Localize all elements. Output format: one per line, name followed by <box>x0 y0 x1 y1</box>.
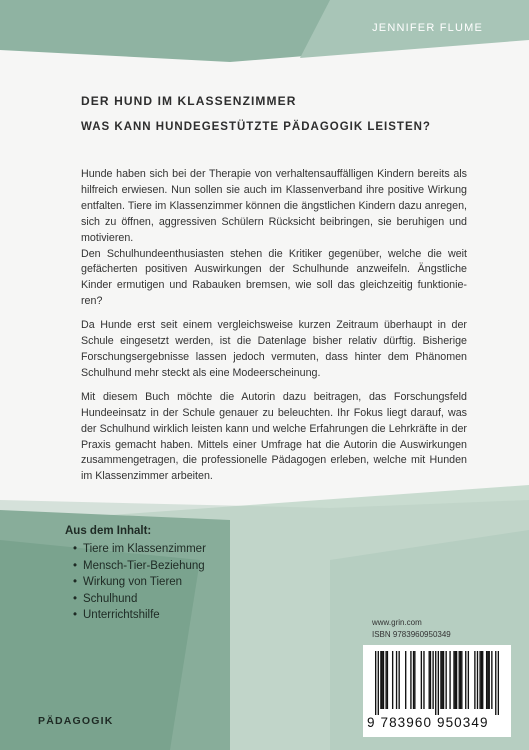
barcode-bar <box>382 651 383 709</box>
barcode-bar <box>410 651 411 709</box>
table-of-contents <box>65 525 206 624</box>
barcode-bar <box>449 651 450 709</box>
barcode-bar <box>435 651 436 715</box>
contents-item-label: Tiere im Klassenzimmer <box>83 543 206 555</box>
barcode-bar <box>438 651 439 715</box>
contents-item-label: Mensch-Tier-Beziehung <box>83 559 205 572</box>
barcode-bar <box>456 651 457 709</box>
barcode-bar <box>405 651 406 709</box>
barcode <box>363 645 511 737</box>
barcode-bar <box>414 651 415 709</box>
barcode-bar <box>375 651 376 715</box>
contents-heading: Aus dem Inhalt: <box>65 525 152 537</box>
barcode-bar <box>398 651 399 709</box>
barcode-bar <box>442 651 443 709</box>
barcode-bar <box>481 651 482 709</box>
contents-item-label: Wirkung von Tieren <box>83 576 183 589</box>
barcode-bar <box>455 651 456 709</box>
barcode-bar <box>383 651 384 709</box>
blurb-sentence-1: Hunde haben sich bei der Therapie von verhaltensauffälligen Kindern bereits als hilfreich erwiesen. Nun sollen sie auch im Klassenverband ihre positive Wirkung entfalten. Tiere im Klassenzimmer können die ängstlichen Kindern dazu anregen, sich zu öffnen, aggressiven Schülern Rücksicht beibringen, sie beruhigen und motivieren. <box>81 168 467 244</box>
barcode-bar <box>489 651 490 709</box>
contents-list <box>65 541 206 624</box>
barcode-bar <box>487 651 488 709</box>
barcode-bar <box>482 651 483 709</box>
barcode-bar <box>385 651 386 709</box>
blurb-text <box>81 167 467 493</box>
blurb-sentence-2: Den Schulhundeenthusiasten stehen die Kritiker gegenüber, welche die weit gefächerten positiven Auswirkungen der Schulhunde anzweifeln. Ängstliche Kinder ermutigen und Rabauken bremsen, wie soll das gleichzeitig funktionie-ren? <box>81 247 467 308</box>
barcode-bar <box>474 651 475 709</box>
title-block <box>81 94 431 133</box>
barcode-bar <box>396 651 397 709</box>
contents-item-label: Unterrichtshilfe <box>83 609 160 622</box>
barcode-bar <box>432 651 433 709</box>
barcode-bar <box>460 651 461 709</box>
barcode-bar <box>445 651 446 709</box>
barcode-bar <box>443 651 444 709</box>
bullet-icon: • <box>73 592 78 605</box>
barcode-bar <box>461 651 462 709</box>
publisher-website: www.grin.com <box>372 618 422 627</box>
barcode-bar <box>479 651 480 709</box>
barcode-bar <box>486 651 487 709</box>
bullet-icon: • <box>73 559 78 572</box>
bullet-icon: • <box>73 576 78 589</box>
barcode-bar <box>387 651 388 709</box>
barcode-bar <box>468 651 469 709</box>
contents-item <box>73 558 206 575</box>
barcode-bar <box>430 651 431 709</box>
barcode-bar <box>421 651 422 709</box>
barcode-bar <box>453 651 454 709</box>
barcode-bar <box>477 651 478 709</box>
barcode-bar <box>429 651 430 709</box>
contents-item <box>73 574 206 591</box>
barcode-bar <box>495 651 496 715</box>
book-title: DER HUND IM KLASSENZIMMER <box>81 94 297 108</box>
blurb-paragraph-1 <box>81 167 467 310</box>
barcode-bar <box>378 651 379 715</box>
barcode-bars <box>375 651 499 715</box>
bullet-icon: • <box>73 543 78 555</box>
author-name: JENNIFER FLUME <box>372 22 483 34</box>
blurb-paragraph-3: Mit diesem Buch möchte die Autorin dazu beitragen, das Forschungsfeld Hundeeinsatz in der Schule genauer zu beleuchten. Ihr Fokus liegt darauf, was der Schulhund wirklich leisten kann und welche Erfahrungen die Lehrkräfte in der Praxis gemacht haben. Mittels einer Umfrage hat die Autorin die Auswirkungen zusammengetragen, die professionelle Pädagogen erleben, welche mit Hunden im Klassenzimmer arbeiten. <box>81 390 467 483</box>
barcode-number: 9 783960 950349 <box>367 715 489 730</box>
barcode-bar <box>413 651 414 709</box>
isbn-text: ISBN 9783960950349 <box>372 630 451 639</box>
contents-item <box>73 591 206 608</box>
barcode-bar <box>380 651 381 709</box>
publisher-info <box>372 617 451 641</box>
barcode-bar <box>392 651 393 709</box>
contents-item-label: Schulhund <box>83 592 138 605</box>
contents-item <box>73 607 206 624</box>
barcode-bar <box>459 651 460 709</box>
barcode-bar <box>491 651 492 709</box>
book-subtitle: WAS KANN HUNDEGESTÜTZTE PÄDAGOGIK LEISTEN? <box>81 121 431 133</box>
barcode-bar <box>465 651 466 709</box>
bullet-icon: • <box>73 609 78 622</box>
blurb-paragraph-2: Da Hunde erst seit einem vergleichsweise kurzen Zeitraum überhaupt in der Schule eingesetzt werden, ist die Datenlage bisher relativ dürftig. Bisherige Forschungsergebnisse lassen jedoch vermuten, dass hinter dem Phänomen Schulhund mehr steckt als eine Modeerscheinung. <box>81 319 467 379</box>
barcode-bar <box>423 651 424 709</box>
barcode-bar <box>440 651 441 709</box>
barcode-bar <box>498 651 499 715</box>
category-label: PÄDAGOGIK <box>38 715 114 727</box>
contents-item <box>73 541 206 558</box>
